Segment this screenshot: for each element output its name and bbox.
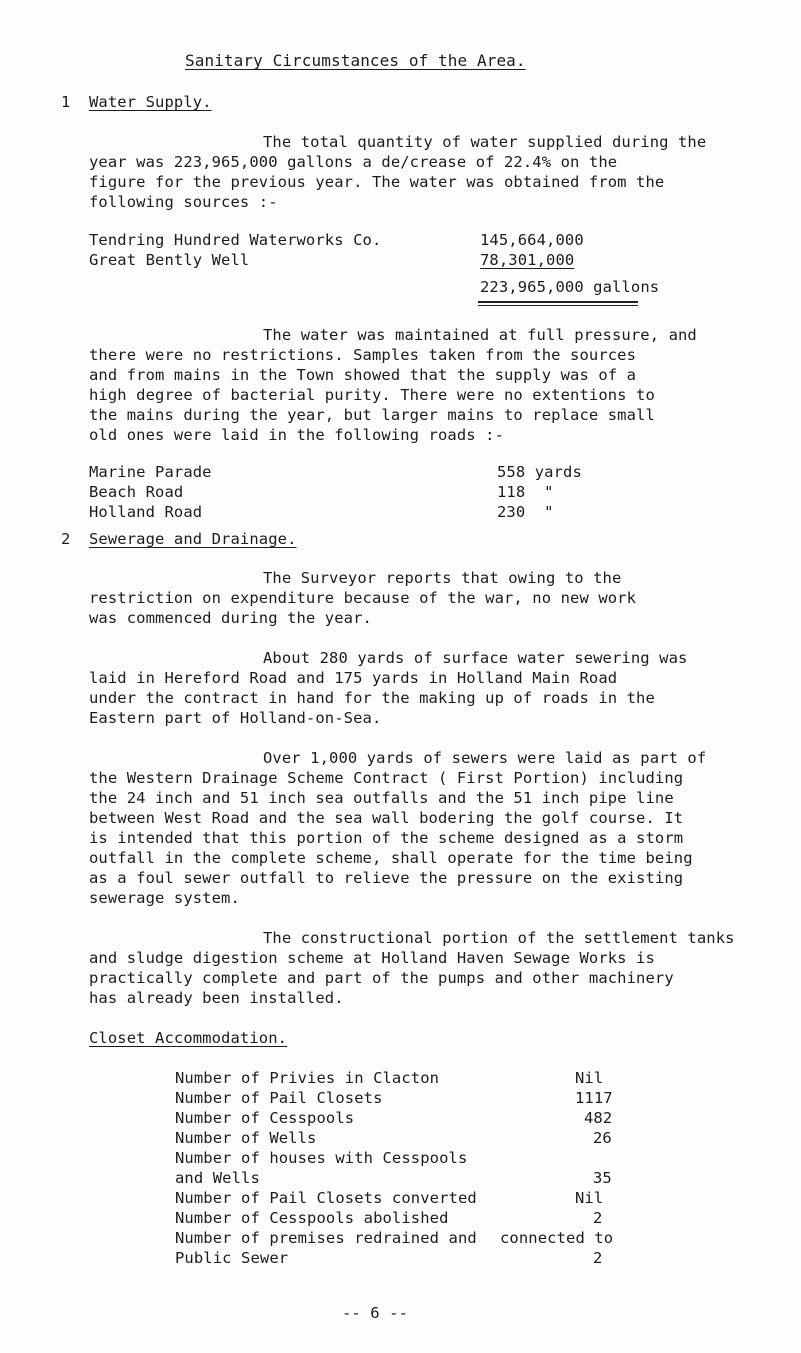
source-amount: 145,664,000	[480, 231, 584, 249]
road-name: Beach Road	[89, 483, 184, 501]
closet-row-label: Number of Pail Closets	[175, 1089, 383, 1107]
closet-heading: Closet Accommodation.	[89, 1029, 288, 1047]
sewerage-para-line: practically complete and part of the pumps and other machinery	[89, 969, 674, 987]
closet-row-label: Public Sewer	[175, 1249, 289, 1267]
closet-row-value: 2	[593, 1209, 603, 1227]
sewerage-heading: Sewerage and Drainage.	[89, 530, 297, 548]
sewerage-para-line: between West Road and the sea wall bodering the golf course. It	[89, 809, 684, 827]
sewerage-para-line: is intended that this portion of the scheme designed as a storm	[89, 829, 684, 847]
road-length: 558 yards	[497, 463, 582, 481]
closet-row-label: Number of Cesspools abolished	[175, 1209, 449, 1227]
water-para-line: and from mains in the Town showed that the supply was of a	[89, 366, 637, 384]
closet-row-label: and Wells	[175, 1169, 260, 1187]
water-intro-line: The total quantity of water supplied during the	[263, 133, 707, 151]
road-name: Holland Road	[89, 503, 203, 521]
closet-row-label: Number of Privies in Clacton	[175, 1069, 440, 1087]
sewerage-para-line: under the contract in hand for the making up of roads in the	[89, 689, 655, 707]
water-para-line: the mains during the year, but larger mains to replace small	[89, 406, 655, 424]
closet-row-value: Nil	[575, 1189, 604, 1207]
source-amount: 78,301,000	[480, 251, 575, 269]
sewerage-para-line: restriction on expenditure because of the war, no new work	[89, 589, 637, 607]
source-name: Great Bently Well	[89, 251, 250, 269]
sewerage-para-line: The constructional portion of the settlement tanks	[263, 929, 735, 947]
closet-row-value: Nil	[575, 1069, 604, 1087]
water-intro-line: figure for the previous year. The water was obtained from the	[89, 173, 665, 191]
sewerage-para-line: outfall in the complete scheme, shall operate for the time being	[89, 849, 693, 867]
section-number-2: 2	[61, 530, 71, 548]
sewerage-para-line: was commenced during the year.	[89, 609, 372, 627]
section-number-1: 1	[61, 93, 71, 111]
total-double-rule	[478, 301, 638, 303]
sewerage-para-line: Eastern part of Holland-on-Sea.	[89, 709, 382, 727]
closet-row-value: 1117	[575, 1089, 613, 1107]
water-para-line: The water was maintained at full pressure, and	[263, 326, 697, 344]
closet-row-label: Number of Cesspools	[175, 1109, 355, 1127]
sewerage-para-line: the Western Drainage Scheme Contract ( First Portion) including	[89, 769, 684, 787]
sewerage-para-line: sewerage system.	[89, 889, 240, 907]
closet-row-label: Number of houses with Cesspools	[175, 1149, 468, 1167]
sewerage-para-line: and sludge digestion scheme at Holland Haven Sewage Works is	[89, 949, 655, 967]
closet-row-label: Number of premises redrained and	[175, 1229, 477, 1247]
road-length: 118 "	[497, 483, 554, 501]
sewerage-para-line: The Surveyor reports that owing to the	[263, 569, 622, 587]
water-intro-line: following sources :-	[89, 193, 278, 211]
closet-row-value: 35	[593, 1169, 612, 1187]
total-double-rule	[478, 305, 638, 306]
sewerage-para-line: laid in Hereford Road and 175 yards in Holland Main Road	[89, 669, 618, 687]
closet-row-value: 26	[593, 1129, 612, 1147]
page-number: -- 6 --	[342, 1304, 409, 1322]
water-para-line: high degree of bacterial purity. There were no extentions to	[89, 386, 655, 404]
water-intro-line: year was 223,965,000 gallons a de/crease of 22.4% on the	[89, 153, 618, 171]
closet-row-label: Number of Pail Closets converted	[175, 1189, 477, 1207]
sewerage-para-line: Over 1,000 yards of sewers were laid as part of	[263, 749, 707, 767]
road-length: 230 "	[497, 503, 554, 521]
water-supply-heading: Water Supply.	[89, 93, 212, 111]
page-title: Sanitary Circumstances of the Area.	[185, 51, 526, 70]
road-name: Marine Parade	[89, 463, 212, 481]
sewerage-para-line: has already been installed.	[89, 989, 344, 1007]
sewerage-para-line: as a foul sewer outfall to relieve the pressure on the existing	[89, 869, 684, 887]
total-amount: 223,965,000 gallons	[480, 278, 660, 296]
closet-row-value: 2	[593, 1249, 603, 1267]
sewerage-para-line: the 24 inch and 51 inch sea outfalls and the 51 inch pipe line	[89, 789, 674, 807]
closet-row-label: Number of Wells	[175, 1129, 317, 1147]
water-para-line: old ones were laid in the following roads :-	[89, 426, 504, 444]
source-name: Tendring Hundred Waterworks Co.	[89, 231, 382, 249]
water-para-line: there were no restrictions. Samples taken from the sources	[89, 346, 637, 364]
closet-row-value: 482	[584, 1109, 613, 1127]
closet-row-value: connected to	[500, 1229, 614, 1247]
sewerage-para-line: About 280 yards of surface water sewering was	[263, 649, 688, 667]
